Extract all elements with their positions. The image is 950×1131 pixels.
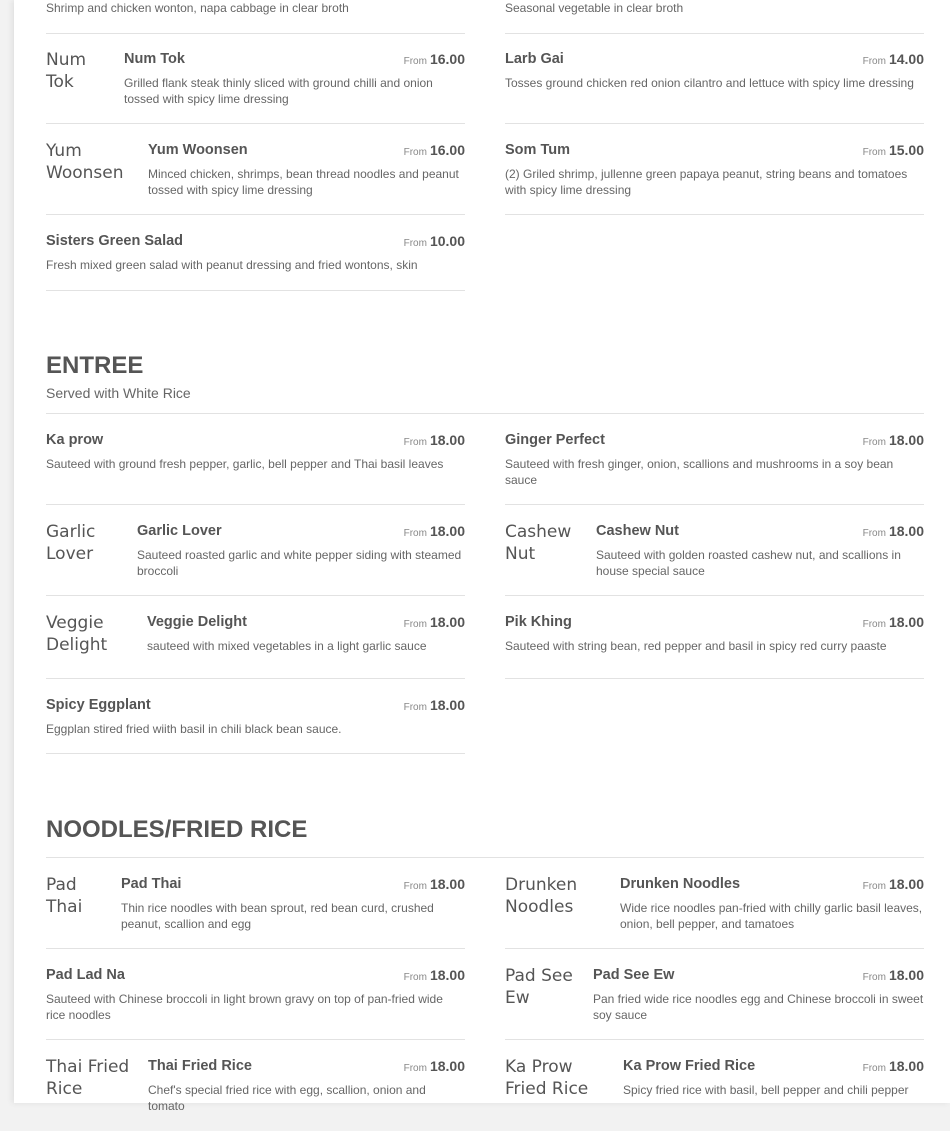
- menu-item-veggie-delight[interactable]: [46, 596, 465, 679]
- dish-image: Thai Fried Rice: [46, 1057, 130, 1099]
- item-name: Ka prow: [46, 432, 104, 448]
- dish-image: Num Tok: [46, 50, 87, 92]
- menu-item-num-tok[interactable]: [46, 33, 465, 124]
- item-name: Pik Khing: [505, 614, 572, 630]
- dish-image: Cashew Nut: [505, 522, 572, 564]
- item-description: Eggplan stired fried wiith basil in chili black bean sauce.: [46, 722, 342, 736]
- item-price: From 16.00: [403, 142, 465, 158]
- item-description: Minced chicken, shrimps, bean thread noodles and peanut tossed with spicy lime dressing: [148, 167, 459, 197]
- menu-item-ka-prow[interactable]: [46, 414, 465, 505]
- item-name: Ginger Perfect: [505, 432, 605, 448]
- item-description: Sauteed with Chinese broccoli in light brown gravy on top of pan-fried wide rice noodles: [46, 992, 443, 1022]
- item-name: Pad Lad Na: [46, 967, 125, 983]
- item-name: Veggie Delight: [147, 614, 247, 630]
- section-title-entree: ENTREE: [46, 352, 144, 379]
- item-description: Sauteed with string bean, red pepper and basil in spicy red curry paaste: [505, 639, 887, 653]
- item-price: From 18.00: [862, 523, 924, 539]
- dish-image: Yum Woonsen: [46, 141, 124, 183]
- item-price: From 18.00: [403, 967, 465, 983]
- menu-item-yum-woonsen[interactable]: [46, 124, 465, 215]
- dish-image: Pad Thai: [46, 875, 83, 917]
- item-price: From 18.00: [403, 523, 465, 539]
- item-name: Pad Thai: [121, 876, 182, 892]
- dish-image: Pad See Ew: [505, 966, 573, 1008]
- menu-item-cashew-nut[interactable]: [505, 505, 924, 596]
- menu-item-pik-khing[interactable]: [505, 596, 924, 679]
- item-price: From 10.00: [403, 233, 465, 249]
- item-price: From 18.00: [862, 614, 924, 630]
- item-description: Sauteed with ground fresh pepper, garlic, bell pepper and Thai basil leaves: [46, 457, 444, 471]
- item-name: Som Tum: [505, 142, 570, 158]
- item-price: From 14.00: [862, 51, 924, 67]
- item-description: sauteed with mixed vegetables in a light garlic sauce: [147, 639, 427, 653]
- item-price: From 18.00: [403, 1058, 465, 1074]
- item-description: Chef's special fried rice with egg, scallion, onion and tomato: [148, 1083, 426, 1113]
- item-description: Tosses ground chicken red onion cilantro and lettuce with spicy lime dressing: [505, 76, 914, 90]
- dish-image: Garlic Lover: [46, 522, 96, 564]
- item-price: From 18.00: [403, 697, 465, 713]
- item-description: Seasonal vegetable in clear broth: [505, 1, 684, 15]
- menu-item-ka-prow-fried-rice[interactable]: [505, 1040, 924, 1131]
- menu-item-larb-gai[interactable]: [505, 33, 924, 124]
- item-description: Sauteed with golden roasted cashew nut, and scallions in house special sauce: [596, 548, 901, 578]
- item-name: Ka Prow Fried Rice: [623, 1058, 756, 1074]
- section-subtitle: Served with White Rice: [46, 385, 191, 401]
- item-name: Larb Gai: [505, 51, 564, 67]
- menu-item-thai-fried-rice[interactable]: [46, 1040, 465, 1131]
- item-name: Spicy Eggplant: [46, 697, 151, 713]
- item-description: (2) Griled shrimp, jullenne green papaya peanut, string beans and tomatoes with spicy lime dressing: [505, 167, 908, 197]
- menu-item-drunken-noodles[interactable]: [505, 858, 924, 949]
- item-price: From 18.00: [403, 614, 465, 630]
- dish-image: Veggie Delight: [46, 613, 108, 655]
- item-description: Thin rice noodles with bean sprout, red bean curd, crushed peanut, scallion and egg: [121, 901, 434, 931]
- item-name: Drunken Noodles: [620, 876, 741, 892]
- item-price: From 18.00: [403, 432, 465, 448]
- menu-item-spicy-eggplant[interactable]: [46, 679, 465, 754]
- menu-item-ginger-perfect[interactable]: [505, 414, 924, 505]
- item-name: Yum Woonsen: [148, 142, 248, 158]
- item-name: Sisters Green Salad: [46, 233, 184, 249]
- dish-image: Ka Prow Fried Rice: [505, 1057, 589, 1099]
- item-price: From 18.00: [403, 876, 465, 892]
- item-description: Shrimp and chicken wonton, napa cabbage in clear broth: [46, 1, 349, 15]
- item-description: Grilled flank steak thinly sliced with ground chilli and onion tossed with spicy lime dressing: [124, 76, 433, 106]
- item-price: From 18.00: [862, 967, 924, 983]
- item-name: Cashew Nut: [596, 523, 679, 539]
- menu-item-garlic-lover[interactable]: [46, 505, 465, 596]
- menu-page: [14, 0, 950, 1113]
- menu-item-som-tum[interactable]: [505, 124, 924, 215]
- item-price: From 18.00: [862, 1058, 924, 1074]
- item-description: Pan fried wide rice noodles egg and Chinese broccoli in sweet soy sauce: [593, 992, 924, 1022]
- menu-item-pad-thai[interactable]: [46, 858, 465, 949]
- item-name: Thai Fried Rice: [148, 1058, 252, 1074]
- item-description: Fresh mixed green salad with peanut dressing and fried wontons, skin: [46, 258, 418, 272]
- item-price: From 18.00: [862, 876, 924, 892]
- item-description: Sauteed with fresh ginger, onion, scallions and mushrooms in a soy bean sauce: [505, 457, 894, 487]
- menu-item-pad-see-ew[interactable]: [505, 949, 924, 1040]
- item-description: Wide rice noodles pan-fried with chilly garlic basil leaves, onion, bell pepper, and tamatoes: [620, 901, 923, 931]
- item-description: Spicy fried rice with basil, bell pepper and chili pepper: [623, 1083, 909, 1097]
- menu-item-sisters-green-salad[interactable]: [46, 215, 465, 291]
- section-title-noodles: NOODLES/FRIED RICE: [46, 816, 308, 843]
- item-name: Num Tok: [124, 51, 185, 67]
- menu-item-pad-lad-na[interactable]: [46, 949, 465, 1040]
- item-price: From 16.00: [403, 51, 465, 67]
- item-name: Garlic Lover: [137, 523, 222, 539]
- item-price: From 15.00: [862, 142, 924, 158]
- item-name: Pad See Ew: [593, 967, 675, 983]
- item-description: Sauteed roasted garlic and white pepper siding with steamed broccoli: [137, 548, 462, 578]
- dish-image: Drunken Noodles: [505, 875, 578, 917]
- item-price: From 18.00: [862, 432, 924, 448]
